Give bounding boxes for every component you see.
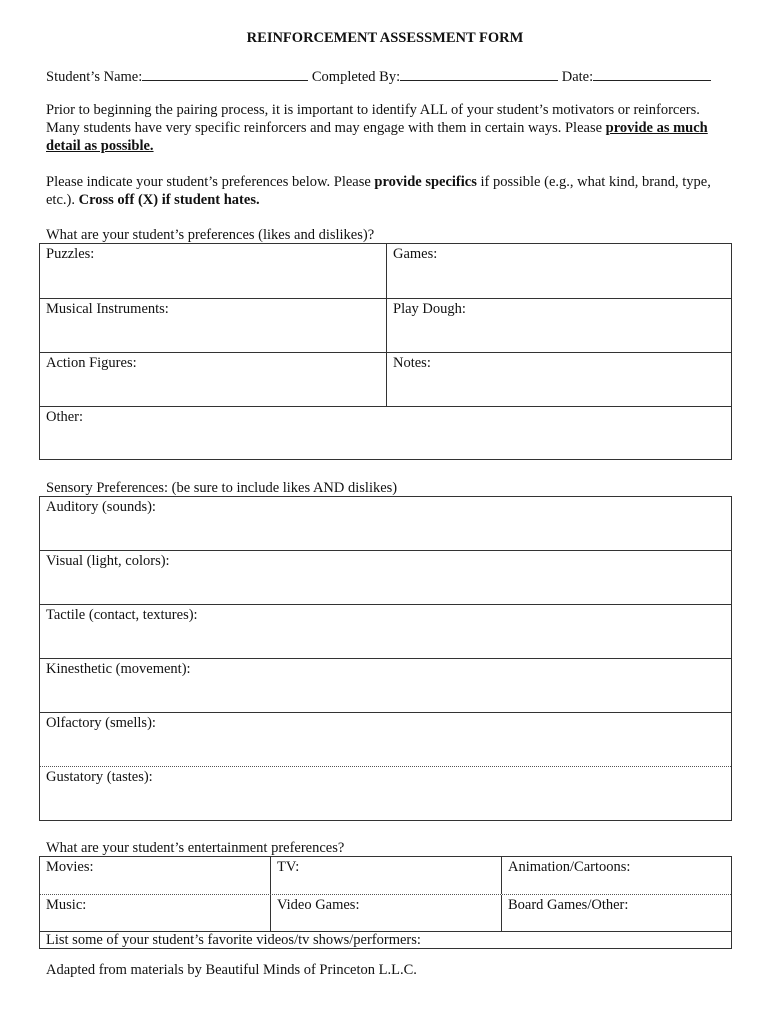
intro-text: Prior to beginning the pairing process, it is important to identify ALL of your student’s motivators or reinforcers. Many students have very specific reinforcers and may engage with them in certain ways. Please — [46, 102, 700, 136]
olfactory-label: Olfactory (smells): — [46, 715, 156, 731]
play-dough-label: Play Dough: — [393, 301, 466, 317]
completed-by-label: Completed By: — [311, 69, 401, 85]
date-label: Date: — [561, 69, 594, 85]
games-cell[interactable] — [386, 244, 731, 298]
other-label: Other: — [46, 409, 84, 425]
completed-by-field[interactable] — [400, 66, 558, 81]
animation-label: Animation/Cartoons: — [508, 859, 631, 875]
action-figures-label: Action Figures: — [46, 355, 137, 371]
intro-emphasis: provide as much detail as possible. — [46, 120, 708, 154]
musical-instruments-cell[interactable] — [40, 299, 386, 352]
entertainment-table — [39, 856, 732, 949]
puzzles-cell[interactable] — [40, 244, 386, 298]
tactile-label: Tactile (contact, textures): — [46, 607, 198, 623]
games-label: Games: — [393, 246, 438, 262]
gustatory-label: Gustatory (tastes): — [46, 769, 153, 785]
sensory-row-tactile[interactable] — [40, 605, 731, 659]
entertainment-row-2 — [40, 895, 731, 932]
favorites-row[interactable] — [40, 932, 731, 949]
sensory-table — [39, 496, 732, 821]
sensory-row-olfactory[interactable] — [40, 713, 731, 767]
header-fields — [46, 66, 711, 86]
preferences-heading: What are your student’s preferences (likes and dislikes)? — [46, 227, 375, 243]
notes-label: Notes: — [393, 355, 431, 371]
date-field[interactable] — [593, 66, 711, 81]
board-games-label: Board Games/Other: — [508, 897, 629, 913]
other-cell[interactable] — [40, 407, 731, 460]
tv-cell[interactable] — [270, 857, 501, 894]
preferences-row-1 — [40, 244, 731, 299]
student-name-label: Student’s Name: — [46, 69, 143, 85]
music-label: Music: — [46, 897, 87, 913]
play-dough-cell[interactable] — [386, 299, 731, 352]
instructions-bold-1: provide specifics — [374, 174, 477, 190]
student-name-field[interactable] — [142, 66, 308, 81]
board-games-cell[interactable] — [501, 895, 731, 931]
movies-cell[interactable] — [40, 857, 270, 894]
preferences-row-4 — [40, 407, 731, 460]
sensory-row-auditory[interactable] — [40, 497, 731, 551]
intro-paragraph — [46, 101, 736, 155]
animation-cell[interactable] — [501, 857, 731, 894]
sensory-row-kinesthetic[interactable] — [40, 659, 731, 713]
kinesthetic-label: Kinesthetic (movement): — [46, 661, 191, 677]
video-games-cell[interactable] — [270, 895, 501, 931]
instructions-text-1: Please indicate your student’s preferences below. Please — [46, 174, 375, 190]
favorites-label: List some of your student’s favorite videos/tv shows/performers: — [46, 932, 421, 948]
entertainment-row-1 — [40, 857, 731, 895]
tv-label: TV: — [277, 859, 300, 875]
preferences-table — [39, 243, 732, 460]
sensory-row-visual[interactable] — [40, 551, 731, 605]
music-cell[interactable] — [40, 895, 270, 931]
form-title: REINFORCEMENT ASSESSMENT FORM — [246, 30, 524, 46]
instructions-paragraph — [46, 173, 736, 209]
movies-label: Movies: — [46, 859, 94, 875]
preferences-row-3 — [40, 353, 731, 407]
notes-cell[interactable] — [386, 353, 731, 406]
sensory-row-gustatory[interactable] — [40, 767, 731, 821]
instructions-bold-2: Cross off (X) if student hates. — [78, 192, 260, 208]
auditory-label: Auditory (sounds): — [46, 499, 156, 515]
action-figures-cell[interactable] — [40, 353, 386, 406]
sensory-heading: Sensory Preferences: (be sure to include likes AND dislikes) — [46, 480, 398, 496]
visual-label: Visual (light, colors): — [46, 553, 170, 569]
entertainment-heading: What are your student’s entertainment preferences? — [46, 840, 345, 856]
video-games-label: Video Games: — [277, 897, 360, 913]
footer-credit: Adapted from materials by Beautiful Minds of Princeton L.L.C. — [46, 962, 417, 978]
instructions-text-2: if possible (e.g., what kind, brand, type, etc.). — [46, 174, 711, 208]
musical-instruments-label: Musical Instruments: — [46, 301, 169, 317]
preferences-row-2 — [40, 299, 731, 353]
puzzles-label: Puzzles: — [46, 246, 95, 262]
